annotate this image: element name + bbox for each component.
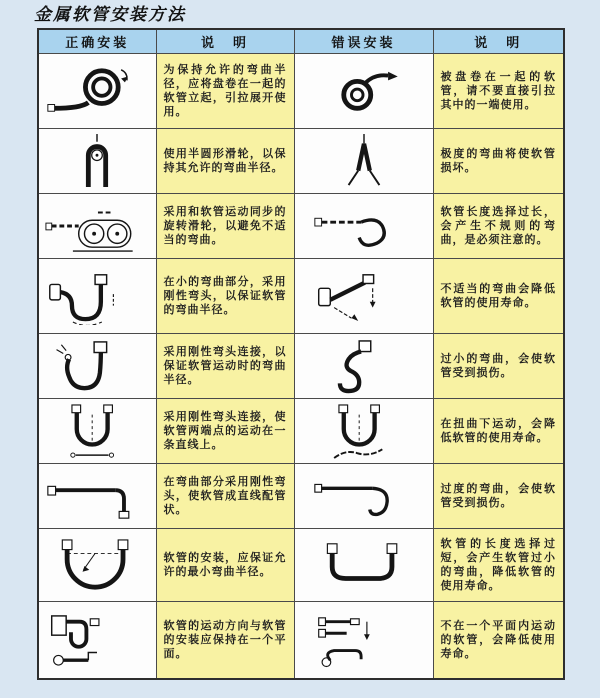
correct-note-cell xyxy=(156,398,294,463)
wrong-illustration-cell xyxy=(294,601,433,679)
motion-in-different-planes-icon xyxy=(311,611,417,669)
minimum-bend-radius-u-icon xyxy=(44,536,150,594)
wrong-note-cell xyxy=(433,193,564,258)
page-title: 金属软管安装方法 xyxy=(34,5,186,25)
overbent-corner-icon xyxy=(311,467,417,525)
wrong-illustration-cell xyxy=(294,333,433,398)
header-correct-note: 说 明 xyxy=(156,29,294,53)
correct-note-cell xyxy=(156,528,294,601)
wrong-note-text: 软管的长度选择过短，会产生软管过小的弯曲，降低软管的使用寿命。 xyxy=(440,537,556,592)
wrong-illustration-cell xyxy=(294,258,433,333)
correct-illustration-cell xyxy=(38,258,156,333)
wrong-note-cell xyxy=(433,398,564,463)
correct-note-cell xyxy=(156,463,294,528)
wrong-illustration-cell xyxy=(294,398,433,463)
wrong-illustration-cell xyxy=(294,128,433,193)
coiled-hose-stood-upright-icon xyxy=(44,62,150,120)
wrong-note-cell xyxy=(433,258,564,333)
wrong-note-text: 软管长度选择过长，会产生不规则的弯曲，是必须注意的。 xyxy=(440,205,556,246)
rigid-elbow-connection-u-loop-icon xyxy=(44,337,150,395)
correct-note-text: 软管的运动方向与软管的安装应保持在一个平面。 xyxy=(163,619,287,660)
table-row-7 xyxy=(38,463,564,528)
wrong-note-text: 被盘卷在一起的软管，请不要直接引拉其中的一端使用。 xyxy=(440,70,556,111)
correct-illustration-cell xyxy=(38,398,156,463)
correct-illustration-cell xyxy=(38,601,156,679)
wrong-note-text: 在扭曲下运动，会降低软管的使用寿命。 xyxy=(440,417,556,444)
table-row-5 xyxy=(38,333,564,398)
wrong-illustration-cell xyxy=(294,528,433,601)
correct-illustration-cell xyxy=(38,53,156,128)
correct-note-cell xyxy=(156,258,294,333)
correct-note-text: 采用刚性弯头连接，以保证软管运动时的弯曲半径。 xyxy=(163,345,287,386)
correct-note-text: 采用刚性弯头连接，使软管两端点的运动在一条直线上。 xyxy=(163,410,287,451)
table-row-9 xyxy=(38,601,564,679)
wrong-note-cell xyxy=(433,333,564,398)
header-row xyxy=(38,29,564,53)
wrong-note-text: 过小的弯曲，会使软管受到损伤。 xyxy=(440,352,556,379)
header-wrong-install: 错误安装 xyxy=(294,29,433,53)
hose-over-semicircular-pulley-icon xyxy=(44,132,150,190)
wrong-note-cell xyxy=(433,53,564,128)
improper-diagonal-bend-icon xyxy=(311,267,417,325)
table-row-6 xyxy=(38,398,564,463)
table-row-3 xyxy=(38,193,564,258)
wrong-illustration-cell xyxy=(294,193,433,258)
u-loop-moving-under-twist-icon xyxy=(311,402,417,460)
correct-note-cell xyxy=(156,193,294,258)
installation-methods-table xyxy=(37,28,565,680)
hose-too-long-irregular-bend-icon xyxy=(311,197,417,255)
table-row-1 xyxy=(38,53,564,128)
correct-note-cell xyxy=(156,601,294,679)
correct-illustration-cell xyxy=(38,463,156,528)
u-loop-ends-moving-in-line-icon xyxy=(44,402,150,460)
correct-note-text: 软管的安装，应保证允许的最小弯曲半径。 xyxy=(163,551,287,578)
wrong-illustration-cell xyxy=(294,463,433,528)
wrong-note-text: 极度的弯曲将使软管损坏。 xyxy=(440,147,556,174)
correct-illustration-cell xyxy=(38,193,156,258)
hose-extreme-kink-icon xyxy=(311,132,417,190)
straight-run-with-rigid-elbow-icon xyxy=(44,467,150,525)
table-row-4 xyxy=(38,258,564,333)
motion-kept-in-one-plane-trap-icon xyxy=(44,611,150,669)
correct-note-text: 在小的弯曲部分，采用刚性弯头，以保证软管的弯曲半径。 xyxy=(163,275,287,316)
header-wrong-note: 说 明 xyxy=(433,29,564,53)
header-correct-install: 正确安装 xyxy=(38,29,156,53)
correct-note-text: 为保持允许的弯曲半径，应将盘卷在一起的软管立起，引拉展开使用。 xyxy=(163,63,287,118)
correct-note-text: 采用和软管运动同步的旋转滑轮，以避免不适当的弯曲。 xyxy=(163,205,287,246)
wrong-note-text: 不适当的弯曲会降低软管的使用寿命。 xyxy=(440,282,556,309)
table-row-2 xyxy=(38,128,564,193)
correct-note-cell xyxy=(156,333,294,398)
rigid-elbow-at-small-bend-icon xyxy=(44,267,150,325)
wrong-note-text: 不在一个平面内运动的软管，会降低使用寿命。 xyxy=(440,619,556,660)
wrong-note-cell xyxy=(433,128,564,193)
correct-note-cell xyxy=(156,53,294,128)
table-row-8 xyxy=(38,528,564,601)
correct-illustration-cell xyxy=(38,128,156,193)
correct-illustration-cell xyxy=(38,333,156,398)
wrong-note-cell xyxy=(433,601,564,679)
wrong-note-text: 过度的弯曲，会使软管受到损伤。 xyxy=(440,482,556,509)
correct-illustration-cell xyxy=(38,528,156,601)
synchronized-rotating-pulleys-icon xyxy=(44,197,150,255)
correct-note-text: 使用半圆形滑轮，以保持其允许的弯曲半径。 xyxy=(163,147,287,174)
bend-too-small-hook-icon xyxy=(311,337,417,395)
correct-note-cell xyxy=(156,128,294,193)
wrong-note-cell xyxy=(433,528,564,601)
wrong-illustration-cell xyxy=(294,53,433,128)
coiled-hose-end-pulled-icon xyxy=(311,62,417,120)
correct-note-text: 在弯曲部分采用刚性弯头，使软管成直线配管状。 xyxy=(163,475,287,516)
hose-too-short-flat-u-icon xyxy=(311,536,417,594)
wrong-note-cell xyxy=(433,463,564,528)
